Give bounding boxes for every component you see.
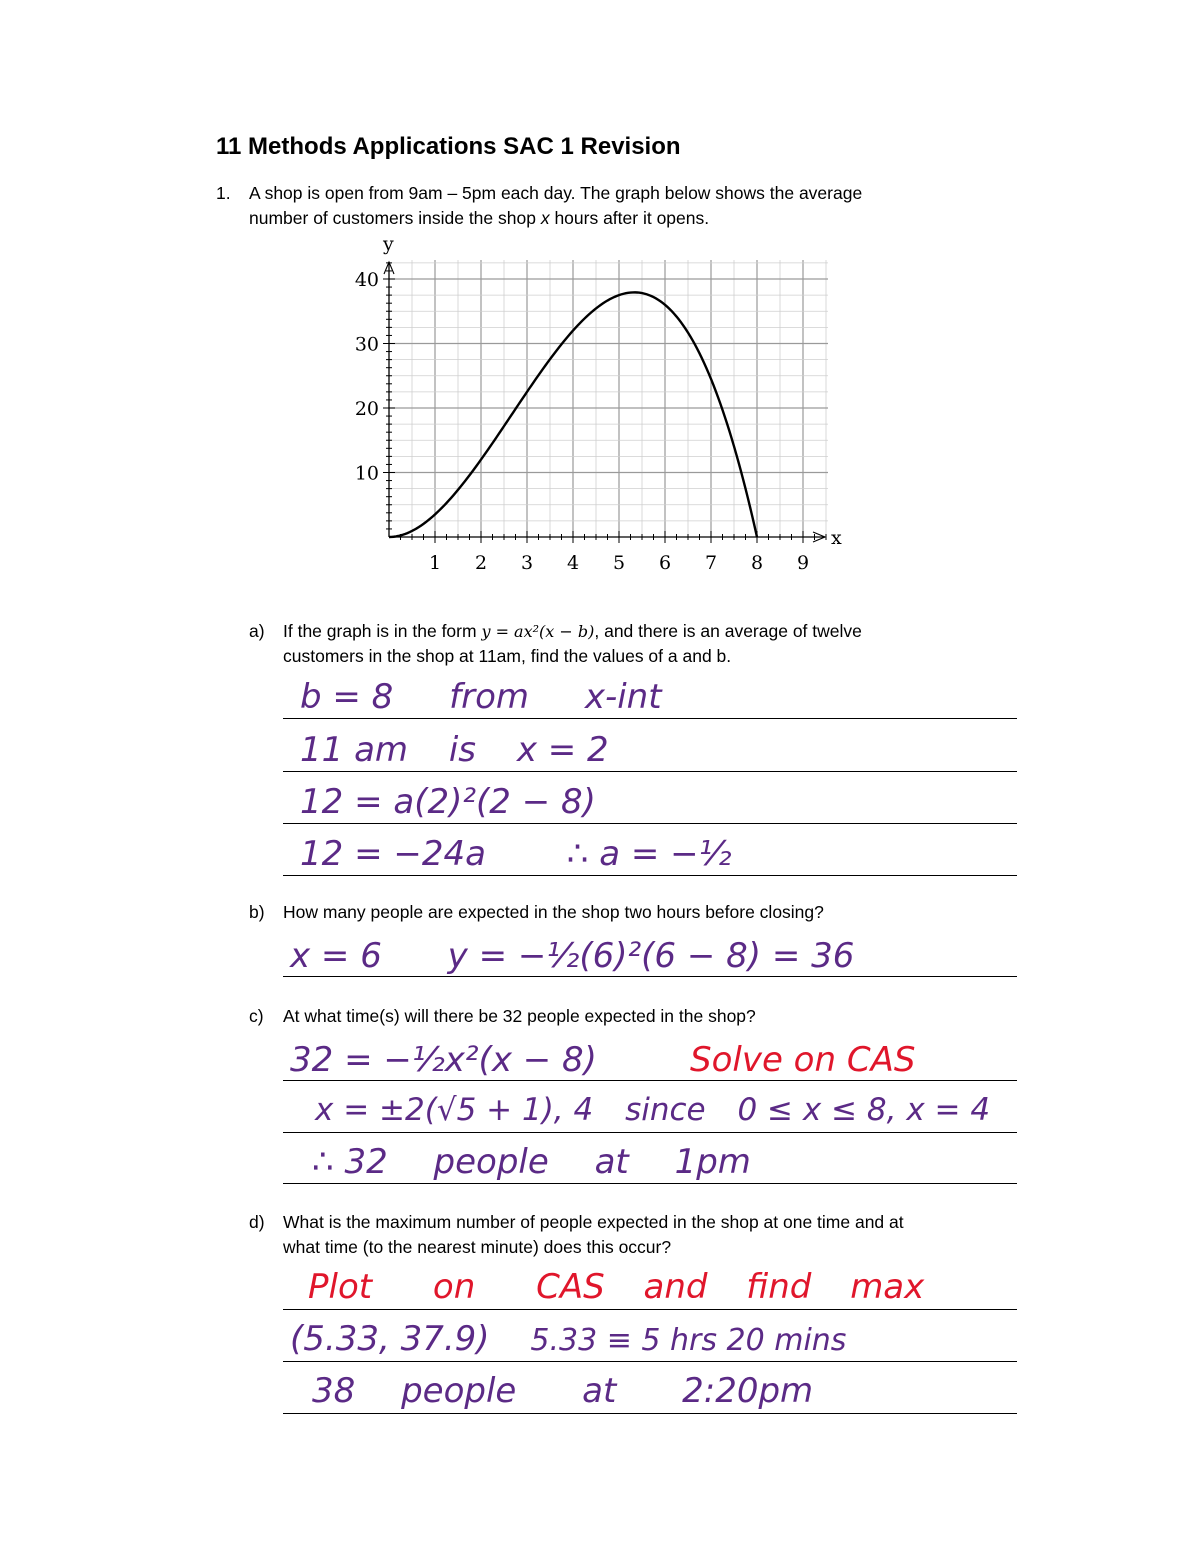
part-d-text: What is the maximum number of people expected in the shop at one time and at what time (to the nearest minute) does this occur? [283,1212,904,1257]
answer-rule [283,1080,1017,1081]
x-tick-label: 4 [566,552,580,574]
page-title: 11 Methods Applications SAC 1 Revision [216,133,681,160]
part-a-label: a) [249,621,265,641]
y-tick-label: 20 [354,398,379,420]
y-tick-label: 40 [354,269,379,291]
x-tick-label: 8 [750,552,764,574]
answer-d-line-2: (5.33, 37.9) 5.33 ≡ 5 hrs 20 mins [290,1319,847,1359]
answer-rule [283,1361,1017,1362]
x-axis-label: x [831,527,842,549]
answer-rule [283,718,1017,719]
y-tick-label: 30 [354,333,379,356]
x-tick-label: 6 [658,552,672,574]
answer-rule [283,823,1017,824]
answer-a-line-3: 12 = a(2)²(2 − 8) [300,782,596,822]
answer-rule [283,1183,1017,1184]
answer-rule [283,1413,1017,1414]
y-axis-label: y [383,233,394,255]
answer-a-line-4: 12 = −24a ∴ a = −½ [300,834,732,874]
answer-rule [283,1132,1017,1133]
answer-a-line-1: b = 8 from x-int [300,677,662,717]
part-b-text: How many people are expected in the shop two hours before closing? [283,902,824,922]
x-tick-label: 5 [612,552,626,574]
x-tick-label: 7 [704,552,718,574]
question-1-line-1: A shop is open from 9am – 5pm each day. The graph below shows the average [249,183,863,203]
answer-c-line-2: x = ±2(√5 + 1), 4 since 0 ≤ x ≤ 8, x = 4 [315,1092,991,1128]
formula: y = ax²(x − b) [481,622,595,641]
part-a-text: If the graph is in the form y = ax²(x − b), and there is an average of twelve customers in the shop at 11am, find the values of a and b. [283,621,862,666]
answer-a-line-2: 11 am is x = 2 [300,730,609,770]
x-tick-label: 9 [796,552,810,574]
part-c-label: c) [249,1006,264,1026]
part-b-label: b) [249,902,265,922]
answer-rule [283,976,1017,977]
question-1-text [249,181,862,231]
answer-c-line-1-note: Solve on CAS [690,1040,916,1080]
answer-rule [283,875,1017,876]
x-tick-label: 2 [474,552,488,574]
answer-c-line-3: ∴ 32 people at 1pm [312,1142,751,1182]
part-d-label: d) [249,1212,265,1232]
x-tick-label: 3 [520,552,534,574]
answer-rule [283,771,1017,772]
customers-graph [340,232,860,582]
chart-labels [355,233,842,574]
answer-d-line-3: 38 people at 2:20pm [312,1371,814,1411]
y-tick-label: 10 [354,462,379,485]
x-tick-label: 1 [428,552,442,574]
answer-b-line-1: x = 6 y = −½(6)²(6 − 8) = 36 [290,936,855,976]
answer-d-line-1: Plot on CAS and find max [308,1267,925,1307]
answer-rule [283,1309,1017,1310]
part-c-text: At what time(s) will there be 32 people expected in the shop? [283,1006,756,1026]
answer-c-line-1: 32 = −½x²(x − 8) [290,1040,597,1080]
question-1-line-2: number of customers inside the shop x hours after it opens. [249,208,710,228]
chart-grid [389,260,828,537]
question-number: 1. [216,183,231,203]
